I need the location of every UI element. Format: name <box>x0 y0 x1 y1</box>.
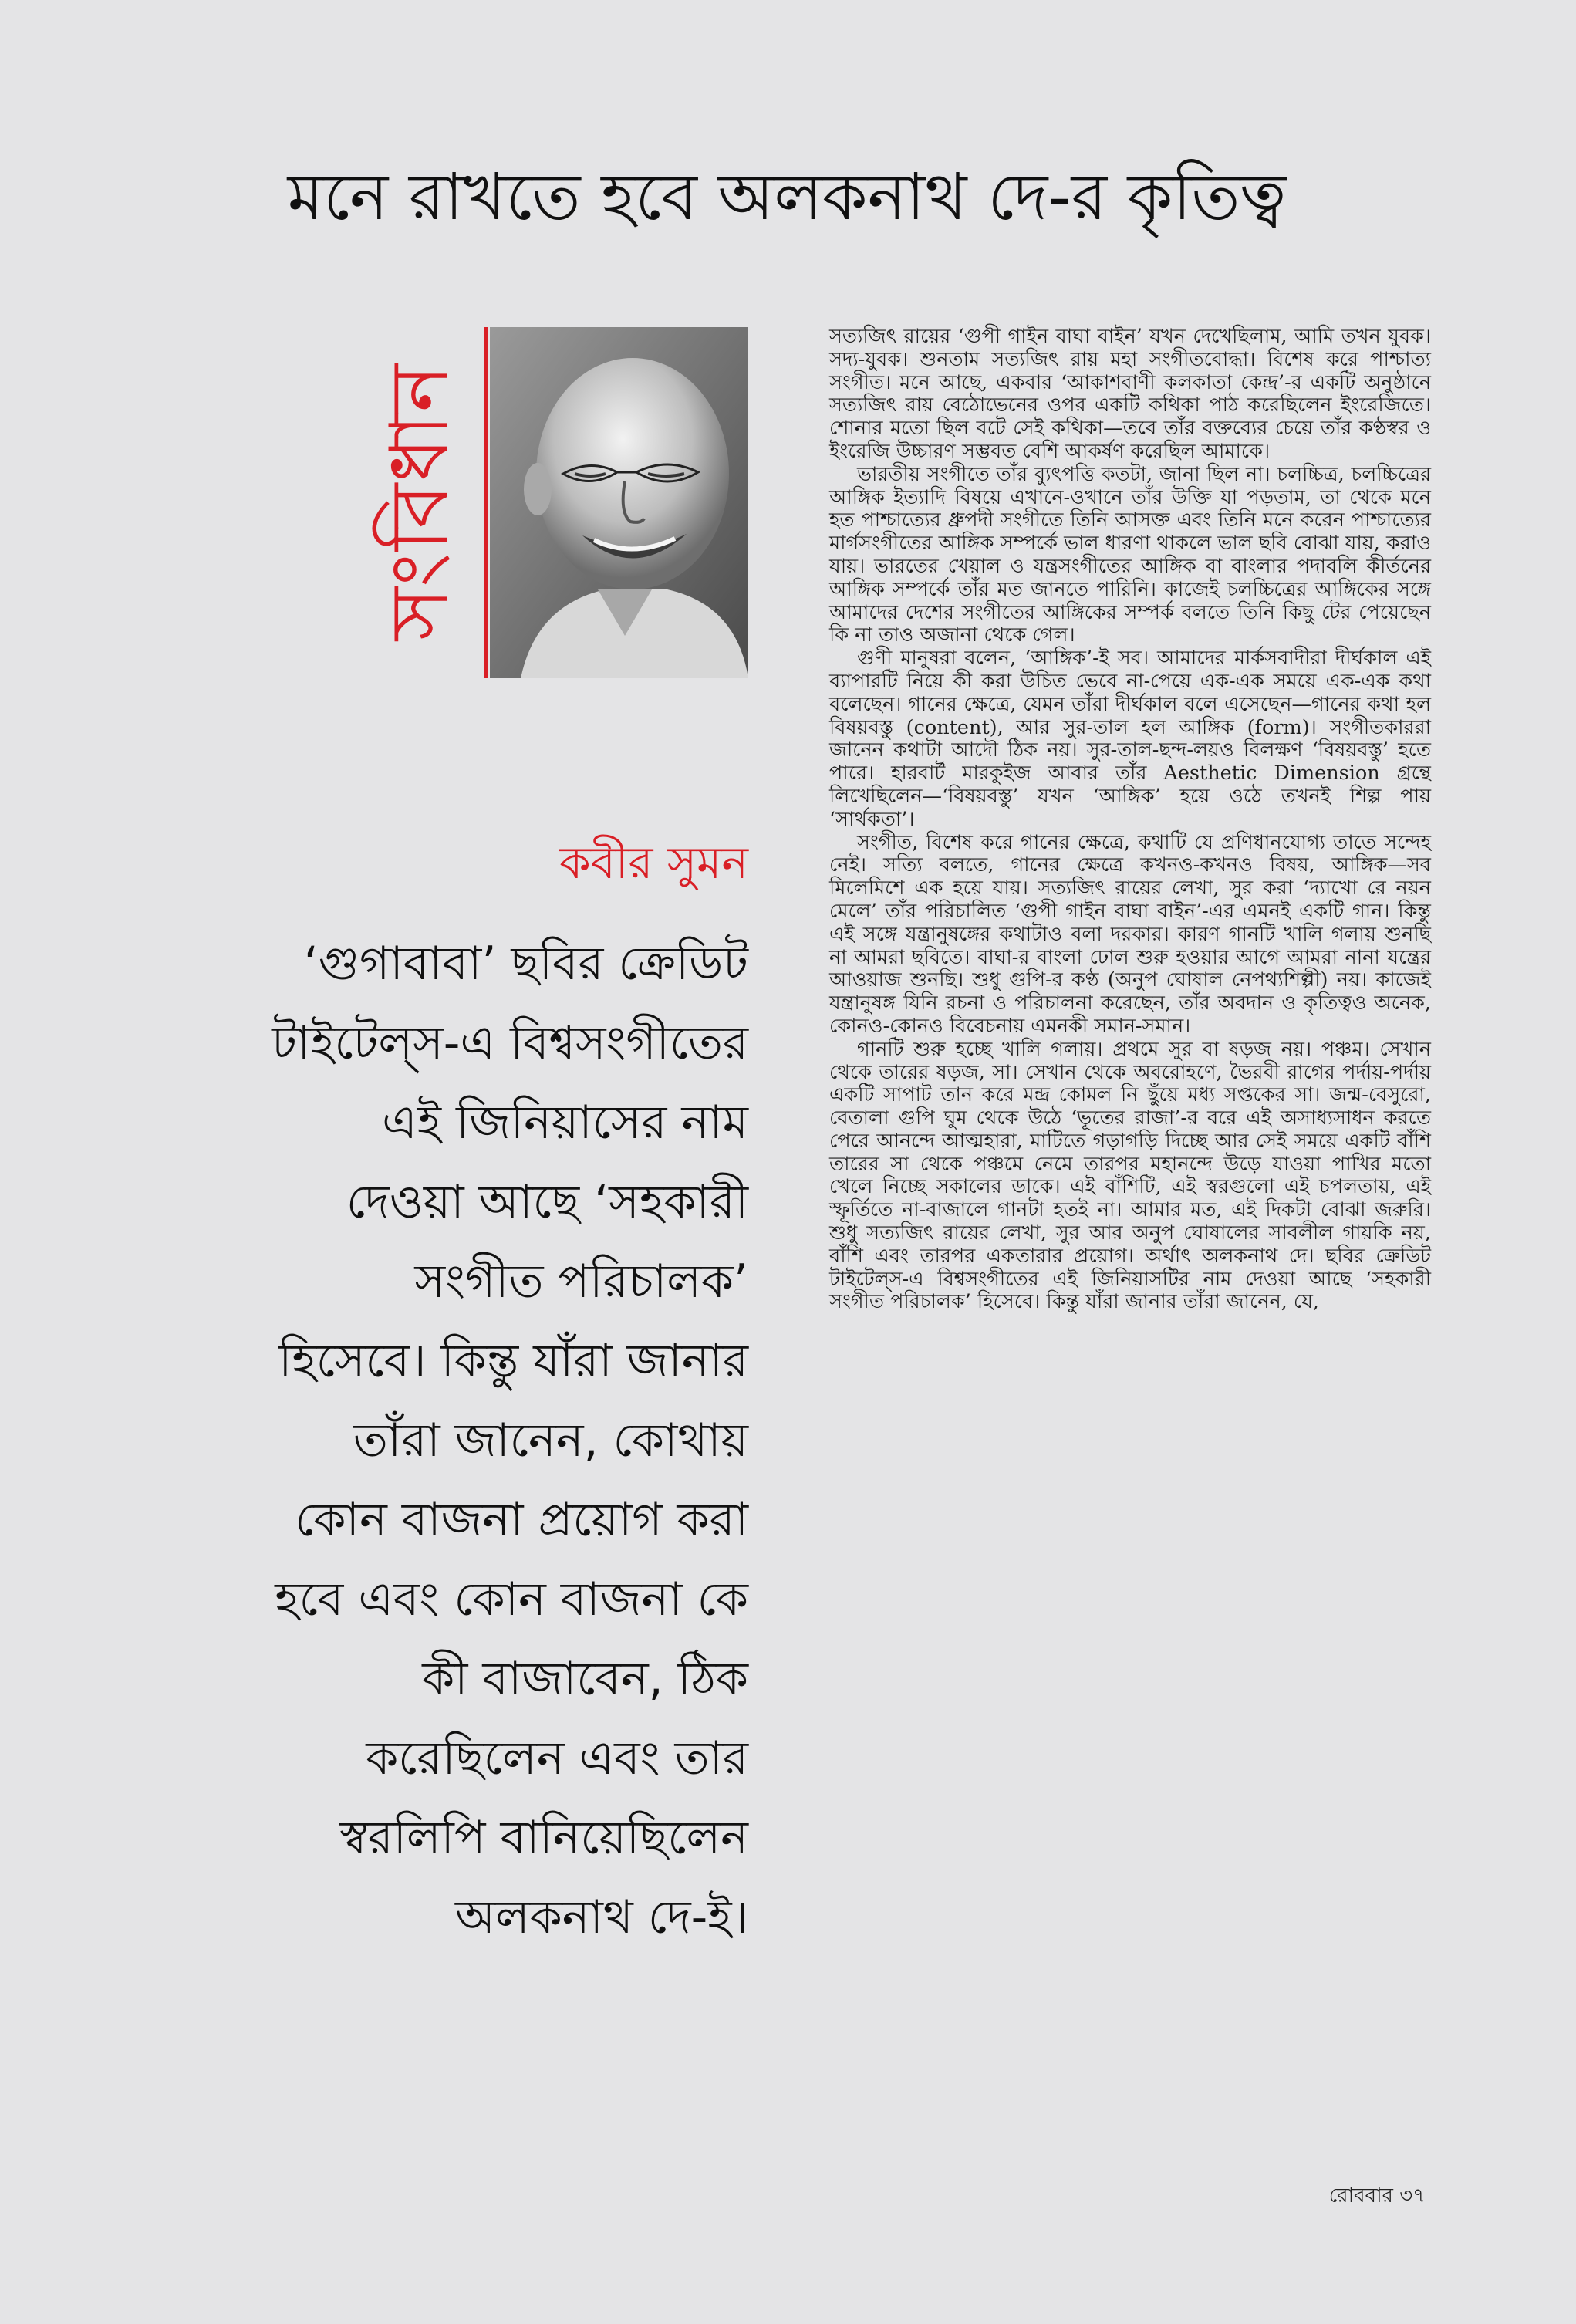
pull-quote-line: অলকনাথ দে-ই। <box>455 1890 748 1944</box>
article-body <box>829 326 1431 1314</box>
author-portrait <box>490 327 748 678</box>
article-paragraph: গুণী মানুষরা বলেন, ‘আঙ্গিক’-ই সব। আমাদের মার্কসবাদীরা দীর্ঘকাল এই ব্যাপারটি নিয়ে কী করা উচিত ভেবে না-পেয়ে এক-এক সময়ে এক-এক কথা বলেছেন। গানের ক্ষেত্রে, যেমন তাঁরা দীর্ঘকাল বলে এসেছেন—গানের কথা হল বিষয়বস্তু (content), আর সুর-তাল হল আঙ্গিক (form)। সংগীতকাররা জানেন কথাটা আদৌ ঠিক নয়। সুর-তাল-ছন্দ-লয়ও বিলক্ষণ ‘বিষয়বস্তু’ হতে পারে। হারবার্ট মারকুইজ আবার তাঁর Aesthetic Dimension গ্রন্থে লিখেছিলেন—‘বিষয়বস্তু’ যখন ‘আঙ্গিক’ হয়ে ওঠে তখনই শিল্প পায় ‘সার্থকতা’। <box>829 647 1431 831</box>
pull-quote-line: হিসেবে। কিন্তু যাঁরা জানার <box>278 1334 748 1388</box>
column-title-text: সংবিধান <box>372 363 467 640</box>
pull-quote-line: সংগীত পরিচালক’ <box>414 1255 748 1309</box>
pull-quote-line: করেছিলেন এবং তার <box>366 1731 748 1785</box>
article-paragraph: সত্যজিৎ রায়ের ‘গুপী গাইন বাঘা বাইন’ যখন দেখেছিলাম, আমি তখন যুবক। সদ্য-যুবক। শুনতাম সত্যজিৎ রায় মহা সংগীতবোদ্ধা। বিশেষ করে পাশ্চাত্য সংগীত। মনে আছে, একবার ‘আকাশবাণী কলকাতা কেন্দ্র’-র একটি অনুষ্ঠানে সত্যজিৎ রায় বেঠোভেনের ওপর একটি কথিকা পাঠ করেছিলেন ইংরেজিতে। শোনার মতো ছিল বটে সেই কথিকা—তবে তাঁর বক্তব্যের চেয়ে তাঁর কণ্ঠস্বর ও ইংরেজি উচ্চারণ সম্ভবত বেশি আকর্ষণ করেছিল আমাকে। <box>829 325 1431 463</box>
red-divider <box>484 327 488 678</box>
pull-quote-line: তাঁরা জানেন, কোথায় <box>353 1414 748 1468</box>
article-paragraph: গানটি শুরু হচ্ছে খালি গলায়। প্রথমে সুর বা ষড়জ নয়। পঞ্চম। সেখান থেকে তারের ষড়জ, সা। সেখান থেকে অবরোহণে, ভৈরবী রাগের পর্দায়-পর্দায় একটি সাপাট তান করে মন্দ্র কোমল নি ছুঁয়ে মধ্য সপ্তকের সা। জন্ম-বেসুরো, বেতালা গুপি ঘুম থেকে উঠে ‘ভূতের রাজা’-র বরে এই অসাধ্যসাধন করতে পেরে আনন্দে আত্মহারা, মাটিতে গড়াগড়ি দিচ্ছে আর সেই সময়ে একটি বাঁশি তারের সা থেকে পঞ্চমে নেমে তারপর মহানন্দে উড়ে যাওয়া পাখির মতো খেলে নিচ্ছে সকালের ডাকে। এই বাঁশিটি, এই স্বরগুলো এই চপলতায়, এই স্ফূর্তিতে না-বাজালে গানটা হতই না। আমার মত, এই দিকটা বোঝা জরুরি। শুধু সত্যজিৎ রায়ের লেখা, সুর আর অনুপ ঘোষালের সাবলীল গায়কি নয়, বাঁশি এবং তারপর একতারার প্রয়োগ। অর্থাৎ অলকনাথ দে। ছবির ক্রেডিট টাইটেল্‌স-এ বিশ্বসংগীতের এই জিনিয়াসটির নাম দেওয়া আছে ‘সহকারী সংগীত পরিচালক’ হিসেবে। কিন্তু যাঁরা জানার তাঁরা জানেন, যে, <box>829 1037 1431 1314</box>
headline: মনে রাখতে হবে অলকনাথ দে-র কৃতিত্ব <box>287 159 1287 235</box>
author-name: কবীর সুমন <box>559 836 748 889</box>
article-paragraph: ভারতীয় সংগীতে তাঁর ব্যুৎপত্তি কতটা, জানা ছিল না। চলচ্চিত্র, চলচ্চিত্রের আঙ্গিক ইত্যাদি বিষয়ে এখানে-ওখানে তাঁর উক্তি যা পড়তাম, তা থেকে মনে হত পাশ্চাত্যের ধ্রুপদী সংগীতে তিনি আসক্ত এবং তিনি মনে করেন পাশ্চাত্যের মার্গসংগীতের আঙ্গিক সম্পর্কে ভাল ধারণা থাকলে ভাল ছবি বোঝা যায়, করাও যায়। ভারতের খেয়াল ও যন্ত্রসংগীতের আঙ্গিক বা বাংলার পদাবলি কীর্তনের আঙ্গিক সম্পর্কে তাঁর মত জানতে পারিনি। কাজেই চলচ্চিত্রের আঙ্গিকের সঙ্গে আমাদের দেশের সংগীতের আঙ্গিকের সম্পর্ক বলতে তিনি কিছু টের পেয়েছেন কি না তাও অজানা থেকে গেল। <box>829 462 1431 647</box>
pull-quote-line: হবে এবং কোন বাজনা কে <box>275 1572 748 1626</box>
column-title <box>363 324 486 679</box>
pull-quote <box>139 924 748 1957</box>
pull-quote-line: স্বরলিপি বানিয়েছিলেন <box>339 1811 748 1865</box>
pull-quote-line: ‘গুগাবাবা’ ছবির ক্রেডিট <box>303 937 748 991</box>
article-paragraph: সংগীত, বিশেষ করে গানের ক্ষেত্রে, কথাটি যে প্রণিধানযোগ্য তাতে সন্দেহ নেই। সত্যি বলতে, গানের ক্ষেত্রে কখনও-কখনও বিষয়, আঙ্গিক—সব মিলেমিশে এক হয়ে যায়। সত্যজিৎ রায়ের লেখা, সুর করা ‘দ্যাখো রে নয়ন মেলে’ তাঁর পরিচালিত ‘গুপী গাইন বাঘা বাইন’-এর এমনই একটি গান। কিন্তু এই সঙ্গে যন্ত্রানুষঙ্গের কথাটাও বলা দরকার। কারণ গানটি খালি গলায় শুনছি না আমরা ছবিতে। বাঘা-র বাংলা ঢোল শুরু হওয়ার আগে আমরা নানা যন্ত্রের আওয়াজ শুনছি। শুধু গুপি-র কণ্ঠ (অনুপ ঘোষাল নেপথ্যশিল্পী) নয়। কাজেই যন্ত্রানুষঙ্গ যিনি রচনা ও পরিচালনা করেছেন, তাঁর অবদান ও কৃতিত্বও অনেক, কোনও-কোনও বিবেচনায় এমনকী সমান-সমান। <box>829 830 1431 1038</box>
page-footer: রোববার ৩৭ <box>1328 2184 1426 2207</box>
pull-quote-line: এই জিনিয়াসের নাম <box>382 1096 748 1150</box>
pull-quote-line: কোন বাজনা প্রয়োগ করা <box>295 1493 748 1547</box>
man-portrait-icon <box>490 327 748 678</box>
pull-quote-line: কী বাজাবেন, ঠিক <box>422 1652 748 1706</box>
pull-quote-line: টাইটেল্‌স-এ বিশ্বসংগীতের <box>272 1016 748 1070</box>
pull-quote-line: দেওয়া আছে ‘সহকারী <box>346 1175 748 1229</box>
